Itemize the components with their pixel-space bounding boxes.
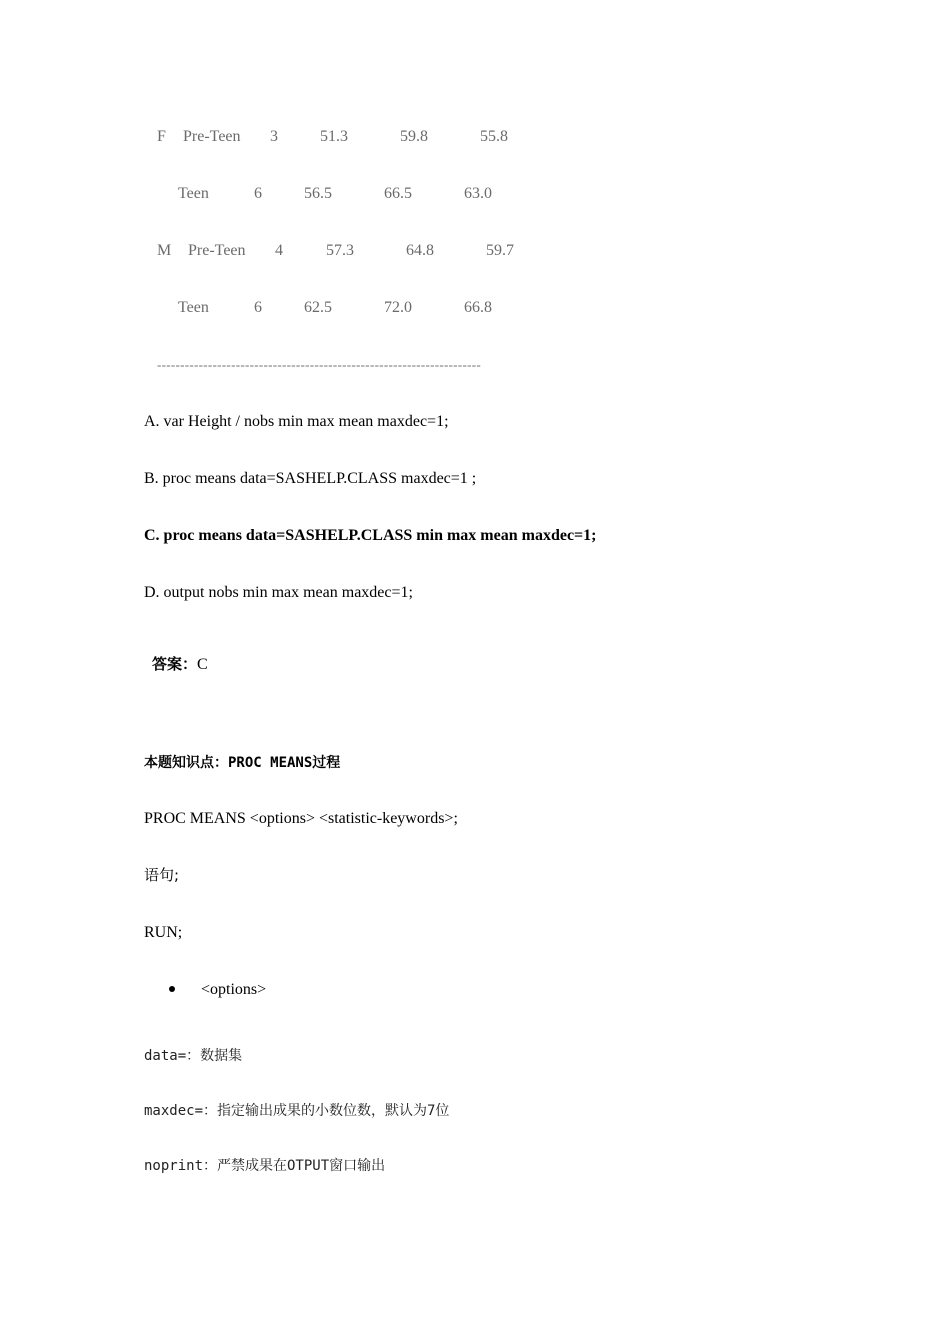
- table-cell-n: 3: [270, 128, 278, 145]
- statement-line: 语句;: [144, 866, 180, 884]
- table-cell-mean: 66.8: [464, 299, 492, 316]
- answer-label: 答案：: [152, 655, 198, 673]
- option-c: C. proc means data=SASHELP.CLASS min max mean maxdec=1;: [144, 527, 597, 544]
- knowledge-heading: 本题知识点：PROC MEANS过程: [144, 755, 341, 771]
- syntax-line: PROC MEANS <options> <statistic-keywords>;: [144, 810, 458, 827]
- bullet-options: <options>: [201, 981, 267, 998]
- table-cell-mean: 63.0: [464, 185, 492, 202]
- option-b: B. proc means data=SASHELP.CLASS maxdec=1 ;: [144, 470, 477, 487]
- answer-line: [144, 641, 208, 673]
- table-cell-min: 56.5: [304, 185, 332, 202]
- option-d: D. output nobs min max mean maxdec=1;: [144, 584, 413, 601]
- table-cell-min: 51.3: [320, 128, 348, 145]
- option-a: A. var Height / nobs min max mean maxdec=1;: [144, 413, 449, 430]
- table-rule: ----------------------------------------------------------------------: [157, 357, 482, 372]
- table-cell-age: Pre-Teen: [183, 128, 241, 145]
- table-cell-max: 59.8: [400, 128, 428, 145]
- table-cell-n: 6: [254, 185, 262, 202]
- option-desc-maxdec: maxdec=：指定输出成果的小数位数，默认为7位: [144, 1103, 450, 1119]
- table-cell-n: 4: [275, 242, 283, 259]
- table-cell-max: 64.8: [406, 242, 434, 259]
- table-cell-sex: M: [157, 242, 172, 259]
- table-cell-max: 72.0: [384, 299, 412, 316]
- table-cell-age: Teen: [178, 299, 209, 316]
- table-cell-max: 66.5: [384, 185, 412, 202]
- bullet-dot-icon: [169, 986, 175, 992]
- table-cell-age: Pre-Teen: [188, 242, 246, 259]
- table-cell-sex: F: [157, 128, 166, 145]
- option-desc-data: data=：数据集: [144, 1048, 243, 1064]
- table-cell-mean: 55.8: [480, 128, 508, 145]
- table-cell-min: 62.5: [304, 299, 332, 316]
- table-cell-n: 6: [254, 299, 262, 316]
- table-cell-mean: 59.7: [486, 242, 514, 259]
- table-cell-age: Teen: [178, 185, 209, 202]
- answer-value: C: [197, 656, 208, 673]
- run-line: RUN;: [144, 924, 183, 941]
- table-cell-min: 57.3: [326, 242, 354, 259]
- option-desc-noprint: noprint：严禁成果在OTPUT窗口输出: [144, 1158, 386, 1174]
